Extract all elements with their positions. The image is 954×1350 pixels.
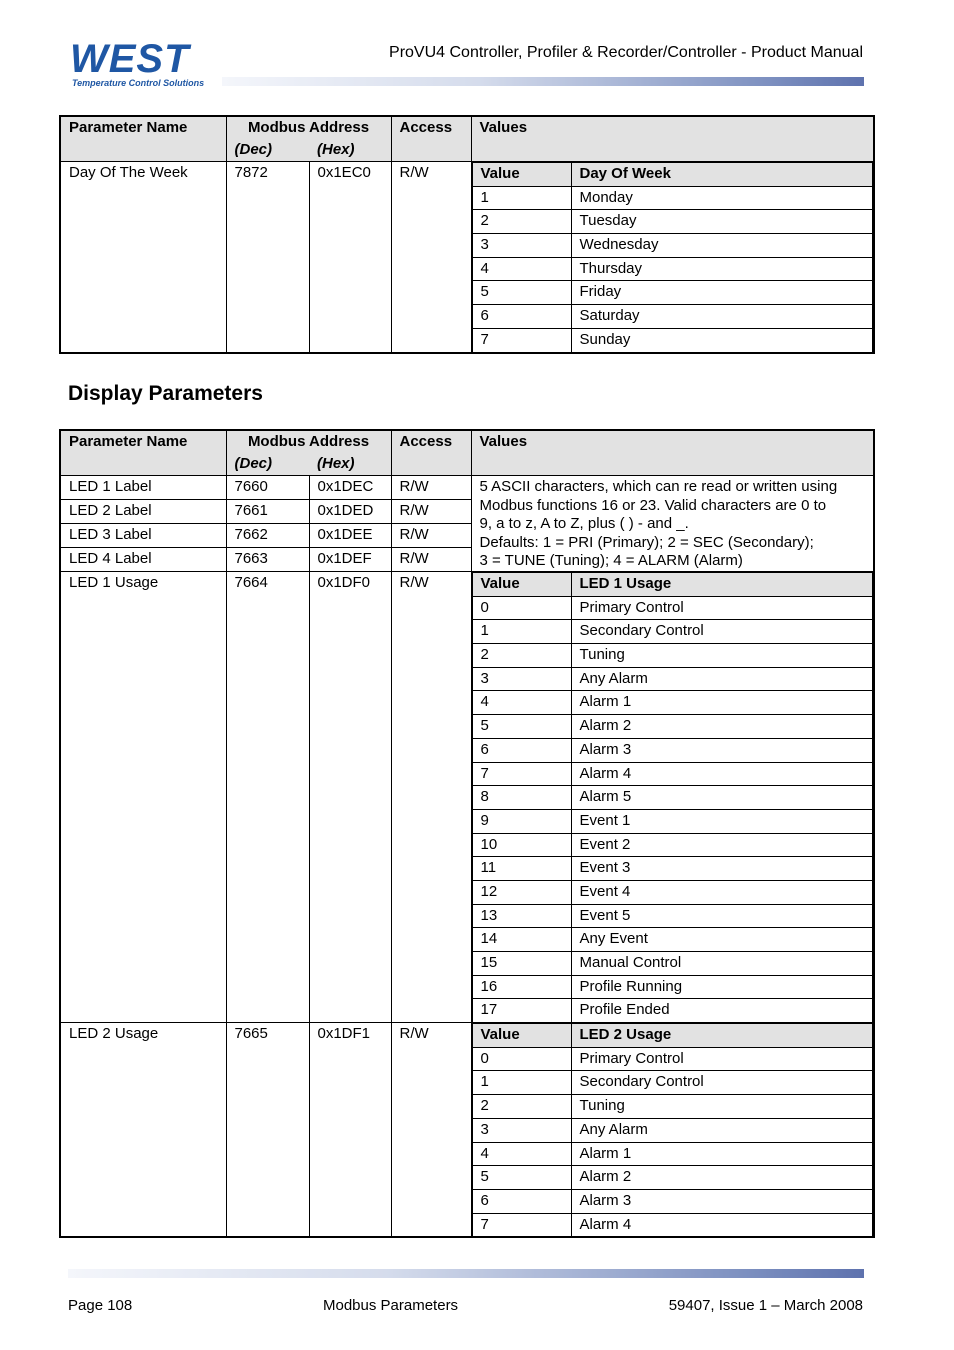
west-logo: WEST (70, 37, 190, 81)
col-access: Access (391, 430, 471, 476)
note-line: Modbus functions 16 or 23. Valid characters are 0 to (479, 496, 827, 514)
option-value: 16 (472, 975, 571, 999)
option-label: Tuning (571, 1095, 873, 1119)
option-label: Monday (571, 186, 873, 210)
note-line: 9, a to z, A to Z, plus ( ) - and _. (479, 515, 689, 532)
day-of-week-table (59, 115, 875, 354)
option-label: Event 4 (571, 880, 873, 904)
option-label: Secondary Control (571, 1071, 873, 1095)
option-row (472, 975, 873, 999)
option-row (472, 328, 873, 351)
col-values: Values (471, 116, 874, 162)
option-row (472, 1095, 873, 1119)
param-name: LED 2 Label (60, 500, 226, 524)
option-value: 3 (472, 234, 571, 258)
option-row (472, 281, 873, 305)
note-line: 3 = TUNE (Tuning); 4 = ALARM (Alarm) (479, 552, 743, 569)
option-label: Thursday (571, 257, 873, 281)
option-row (472, 738, 873, 762)
col-param-name: Parameter Name (60, 116, 226, 162)
table-header-row (60, 116, 874, 139)
note-line: 5 ASCII characters, which can re read or written using (479, 478, 838, 495)
option-row (472, 952, 873, 976)
option-label: Alarm 3 (571, 738, 873, 762)
desc-col-header: LED 2 Usage (571, 1024, 873, 1048)
option-row (472, 904, 873, 928)
hex-address: 0x1DEF (309, 548, 391, 572)
option-row (472, 1142, 873, 1166)
option-label: Sunday (571, 328, 873, 351)
section-title: Display Parameters (68, 382, 263, 405)
option-row (472, 305, 873, 329)
option-label: Alarm 4 (571, 1213, 873, 1236)
option-label: Alarm 4 (571, 762, 873, 786)
option-value: 6 (472, 305, 571, 329)
access: R/W (391, 162, 471, 353)
access: R/W (391, 548, 471, 572)
option-row (472, 762, 873, 786)
option-value: 14 (472, 928, 571, 952)
col-modbus-address: Modbus Address (226, 430, 391, 453)
option-row (472, 857, 873, 881)
option-label: Any Event (571, 928, 873, 952)
option-label: Profile Ended (571, 999, 873, 1022)
option-value: 0 (472, 1047, 571, 1071)
option-value: 12 (472, 880, 571, 904)
dec-address: 7872 (226, 162, 309, 353)
value-list-header (472, 163, 873, 187)
option-row (472, 999, 873, 1022)
param-name: LED 2 Usage (60, 1023, 226, 1238)
value-list (472, 162, 874, 352)
option-value: 1 (472, 1071, 571, 1095)
table-header-row (60, 430, 874, 453)
option-value: 11 (472, 857, 571, 881)
option-label: Manual Control (571, 952, 873, 976)
footer-section: Modbus Parameters (323, 1297, 459, 1314)
option-value: 3 (472, 1118, 571, 1142)
value-list-header (472, 573, 873, 597)
option-row (472, 880, 873, 904)
option-value: 1 (472, 620, 571, 644)
option-label: Event 5 (571, 904, 873, 928)
option-label: Primary Control (571, 1047, 873, 1071)
col-access: Access (391, 116, 471, 162)
option-row (472, 1189, 873, 1213)
option-label: Secondary Control (571, 620, 873, 644)
option-row (472, 1047, 873, 1071)
option-value: 7 (472, 328, 571, 351)
option-value: 13 (472, 904, 571, 928)
value-list (472, 572, 874, 1022)
option-value: 1 (472, 186, 571, 210)
option-row (472, 809, 873, 833)
hex-address: 0x1DED (309, 500, 391, 524)
option-value: 10 (472, 833, 571, 857)
option-value: 17 (472, 999, 571, 1022)
option-label: Wednesday (571, 234, 873, 258)
option-value: 2 (472, 210, 571, 234)
value-list (472, 1023, 874, 1236)
access: R/W (391, 572, 471, 1023)
option-value: 4 (472, 691, 571, 715)
option-label: Alarm 1 (571, 691, 873, 715)
param-name: LED 1 Usage (60, 572, 226, 1023)
option-label: Alarm 1 (571, 1142, 873, 1166)
option-row (472, 234, 873, 258)
option-row (472, 691, 873, 715)
col-param-name: Parameter Name (60, 430, 226, 476)
hex-address: 0x1DF0 (309, 572, 391, 1023)
option-label: Alarm 2 (571, 715, 873, 739)
page-number: Page 108 (68, 1297, 133, 1314)
footer-band (68, 1269, 864, 1278)
table-row (60, 162, 874, 353)
option-value: 6 (472, 1189, 571, 1213)
values-cell (471, 162, 874, 353)
value-list-header (472, 1024, 873, 1048)
option-value: 3 (472, 667, 571, 691)
hex-address: 0x1DF1 (309, 1023, 391, 1238)
option-value: 15 (472, 952, 571, 976)
value-col-header: Value (472, 1024, 571, 1048)
note-line: Defaults: 1 = PRI (Primary); 2 = SEC (Secondary); (479, 533, 814, 551)
option-row (472, 715, 873, 739)
header-band (222, 77, 864, 86)
col-hex: (Hex) (309, 453, 391, 476)
option-row (472, 257, 873, 281)
col-values: Values (471, 430, 874, 476)
option-value: 4 (472, 1142, 571, 1166)
option-row (472, 833, 873, 857)
option-label: Any Alarm (571, 1118, 873, 1142)
dec-address: 7665 (226, 1023, 309, 1238)
labels-note (471, 476, 874, 572)
table-row (60, 572, 874, 1023)
option-label: Tuesday (571, 210, 873, 234)
option-row (472, 786, 873, 810)
value-col-header: Value (472, 163, 571, 187)
option-row (472, 620, 873, 644)
values-cell (471, 572, 874, 1023)
option-label: Primary Control (571, 596, 873, 620)
desc-col-header: Day Of Week (571, 163, 873, 187)
display-parameters-table (59, 429, 875, 1238)
option-value: 0 (472, 596, 571, 620)
option-value: 9 (472, 809, 571, 833)
doc-issue: 59407, Issue 1 – March 2008 (668, 1297, 863, 1314)
hex-address: 0x1EC0 (309, 162, 391, 353)
col-hex: (Hex) (309, 139, 391, 162)
hex-address: 0x1DEE (309, 524, 391, 548)
param-name: Day Of The Week (60, 162, 226, 353)
option-value: 6 (472, 738, 571, 762)
dec-address: 7661 (226, 500, 309, 524)
option-value: 5 (472, 715, 571, 739)
option-label: Profile Running (571, 975, 873, 999)
access: R/W (391, 524, 471, 548)
option-row (472, 596, 873, 620)
option-label: Alarm 5 (571, 786, 873, 810)
option-value: 8 (472, 786, 571, 810)
col-dec: (Dec) (226, 139, 309, 162)
param-name: LED 3 Label (60, 524, 226, 548)
option-label: Friday (571, 281, 873, 305)
option-label: Tuning (571, 644, 873, 668)
option-value: 7 (472, 762, 571, 786)
param-name: LED 4 Label (60, 548, 226, 572)
option-value: 2 (472, 1095, 571, 1119)
option-value: 2 (472, 644, 571, 668)
access: R/W (391, 476, 471, 500)
option-label: Event 2 (571, 833, 873, 857)
option-label: Alarm 3 (571, 1189, 873, 1213)
logo-tagline: Temperature Control Solutions (72, 78, 205, 88)
value-col-header: Value (472, 573, 571, 597)
option-label: Alarm 2 (571, 1166, 873, 1190)
dec-address: 7660 (226, 476, 309, 500)
option-label: Event 3 (571, 857, 873, 881)
option-row (472, 667, 873, 691)
access: R/W (391, 500, 471, 524)
access: R/W (391, 1023, 471, 1238)
option-row (472, 210, 873, 234)
dec-address: 7662 (226, 524, 309, 548)
table-row (60, 1023, 874, 1238)
option-row (472, 1213, 873, 1236)
option-row (472, 1071, 873, 1095)
option-label: Event 1 (571, 809, 873, 833)
option-value: 5 (472, 1166, 571, 1190)
option-value: 5 (472, 281, 571, 305)
option-row (472, 644, 873, 668)
option-label: Any Alarm (571, 667, 873, 691)
option-label: Saturday (571, 305, 873, 329)
dec-address: 7663 (226, 548, 309, 572)
option-row (472, 186, 873, 210)
option-row (472, 1118, 873, 1142)
col-modbus-address: Modbus Address (226, 116, 391, 139)
dec-address: 7664 (226, 572, 309, 1023)
param-name: LED 1 Label (60, 476, 226, 500)
values-cell (471, 1023, 874, 1238)
table-row (60, 476, 874, 500)
desc-col-header: LED 1 Usage (571, 573, 873, 597)
option-value: 7 (472, 1213, 571, 1236)
option-row (472, 928, 873, 952)
option-value: 4 (472, 257, 571, 281)
option-row (472, 1166, 873, 1190)
manual-title: ProVU4 Controller, Profiler & Recorder/Controller - Product Manual (389, 44, 863, 61)
col-dec: (Dec) (226, 453, 309, 476)
hex-address: 0x1DEC (309, 476, 391, 500)
